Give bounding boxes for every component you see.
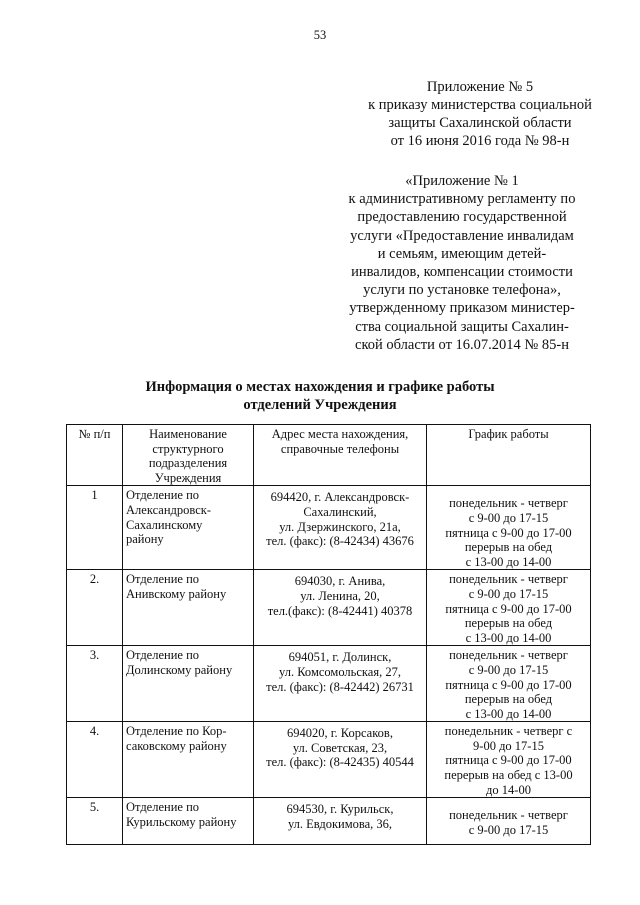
- schedule-line: понедельник - четверг с: [444, 724, 573, 739]
- header-name-line: подразделения: [148, 456, 228, 471]
- address-line: 694530, г. Курильск,: [286, 802, 394, 817]
- department-schedule: [427, 722, 591, 798]
- appendix-1-line: ской области от 16.07.2014 № 85-н: [355, 336, 569, 353]
- appendix-5-line: защиты Сахалинской области: [388, 115, 572, 131]
- row-number: 3.: [67, 646, 123, 722]
- row-number: 5.: [67, 798, 123, 845]
- appendix-1-line: и семьям, имеющим детей-: [377, 245, 547, 262]
- department-name: [123, 570, 254, 646]
- appendix-1-line: услуги по установке телефона»,: [363, 282, 561, 299]
- address-line: 694030, г. Анива,: [294, 574, 386, 589]
- schedule-line: понедельник - четверг: [449, 572, 568, 587]
- table-header-row: [67, 425, 591, 486]
- appendix-1-line: «Приложение № 1: [405, 173, 519, 189]
- header-address: [254, 425, 427, 486]
- appendix-1-line: предоставлению государственной: [357, 209, 567, 226]
- page-number: 53: [313, 28, 327, 42]
- schedule-line: до 14-00: [486, 782, 531, 797]
- schedule-line: перерыв на обед: [464, 616, 553, 631]
- department-name: [123, 646, 254, 722]
- schedule-line: с 9-00 до 17-15: [468, 510, 549, 525]
- address-line: ул. Евдокимова, 36,: [287, 816, 393, 831]
- appendix-1-block: [318, 172, 606, 354]
- header-name-line: Учреждения: [154, 470, 222, 485]
- address-line: 694420, г. Александровск-: [270, 490, 410, 505]
- header-schedule: График работы: [427, 425, 591, 486]
- header-name-line: структурного: [152, 441, 224, 456]
- department-name-line: Долинскому району: [126, 662, 233, 677]
- table-row: [67, 722, 591, 798]
- appendix-5-block: [330, 78, 630, 150]
- departments-table: [66, 424, 591, 845]
- table-row: [67, 486, 591, 570]
- address-line: тел. (факс): (8-42442) 26731: [266, 679, 414, 694]
- department-address: [254, 646, 427, 722]
- address-line: 694020, г. Корсаков,: [287, 726, 393, 741]
- department-schedule: [427, 486, 591, 570]
- schedule-line: с 13-00 до 14-00: [465, 706, 552, 721]
- table-row: [67, 646, 591, 722]
- appendix-5-line: от 16 июня 2016 года № 98-н: [390, 133, 570, 149]
- department-name-line: Анивскому району: [126, 586, 227, 601]
- department-name-line: району: [126, 532, 164, 547]
- header-address-line: справочные телефоны: [280, 441, 400, 456]
- schedule-line: с 9-00 до 17-15: [468, 822, 549, 837]
- header-num: № п/п: [67, 425, 123, 486]
- schedule-line: 9-00 до 17-15: [473, 738, 544, 753]
- department-name: [123, 798, 254, 845]
- department-address: [254, 570, 427, 646]
- table-row: [67, 798, 591, 845]
- title-line-1: Информация о местах нахождения и графике работы: [145, 379, 495, 395]
- row-number: 1: [67, 486, 123, 570]
- department-name: [123, 486, 254, 570]
- schedule-line: с 9-00 до 17-15: [468, 662, 549, 677]
- schedule-line: перерыв на обед: [464, 692, 553, 707]
- address-line: ул. Советская, 23,: [292, 740, 388, 755]
- title-line-2: отделений Учреждения: [243, 397, 397, 413]
- table-row: [67, 570, 591, 646]
- department-schedule: [427, 646, 591, 722]
- schedule-line: понедельник - четверг: [449, 648, 568, 663]
- appendix-1-line: утвержденному приказом министер-: [349, 300, 575, 317]
- schedule-line: перерыв на обед с 13-00: [444, 768, 573, 783]
- header-address-line: Адрес места нахождения,: [271, 427, 409, 441]
- schedule-line: понедельник - четверг: [449, 808, 568, 823]
- department-address: [254, 722, 427, 798]
- appendix-1-line: к административному регламенту по: [348, 191, 576, 208]
- schedule-line: пятница с 9-00 до 17-00: [445, 525, 572, 540]
- address-line: ул. Дзержинского, 21а,: [279, 519, 401, 534]
- appendix-1-line: ства социальной защиты Сахалин-: [355, 318, 569, 335]
- department-name: [123, 722, 254, 798]
- header-name-line: Наименование: [149, 427, 227, 441]
- document-title: [0, 378, 640, 414]
- address-line: тел. (факс): (8-42434) 43676: [266, 534, 414, 549]
- schedule-line: с 13-00 до 14-00: [465, 554, 552, 569]
- row-number: 2.: [67, 570, 123, 646]
- schedule-line: пятница с 9-00 до 17-00: [445, 677, 572, 692]
- department-name-line: Отделение по: [126, 800, 200, 815]
- schedule-line: пятница с 9-00 до 17-00: [445, 753, 572, 768]
- department-name-line: Сахалинскому: [126, 517, 203, 532]
- schedule-line: с 9-00 до 17-15: [468, 586, 549, 601]
- department-name-line: Отделение по: [126, 648, 200, 663]
- department-name-line: Александровск-: [126, 502, 211, 517]
- department-name-line: Отделение по: [126, 488, 200, 503]
- schedule-line: пятница с 9-00 до 17-00: [445, 601, 572, 616]
- appendix-1-line: услуги «Предоставление инвалидам: [350, 227, 574, 244]
- department-address: [254, 798, 427, 845]
- schedule-line: понедельник - четверг: [449, 496, 568, 511]
- department-schedule: [427, 798, 591, 845]
- department-schedule: [427, 570, 591, 646]
- department-name-line: саковскому району: [126, 738, 227, 753]
- address-line: 694051, г. Долинск,: [288, 650, 392, 665]
- address-line: ул. Комсомольская, 27,: [279, 664, 401, 679]
- department-name-line: Отделение по Кор-: [126, 724, 227, 739]
- address-line: Сахалинский,: [303, 504, 377, 519]
- appendix-5-line: Приложение № 5: [426, 79, 534, 95]
- address-line: ул. Ленина, 20,: [300, 588, 380, 603]
- address-line: тел.(факс): (8-42441) 40378: [267, 603, 413, 618]
- address-line: тел. (факс): (8-42435) 40544: [266, 755, 414, 770]
- header-name: [123, 425, 254, 486]
- schedule-line: с 13-00 до 14-00: [465, 630, 552, 645]
- department-name-line: Отделение по: [126, 572, 200, 587]
- appendix-1-line: инвалидов, компенсации стоимости: [351, 264, 573, 281]
- department-name-line: Курильскому району: [126, 814, 237, 829]
- schedule-line: перерыв на обед: [464, 540, 553, 555]
- department-address: [254, 486, 427, 570]
- appendix-5-line: к приказу министерства социальной: [368, 97, 592, 113]
- row-number: 4.: [67, 722, 123, 798]
